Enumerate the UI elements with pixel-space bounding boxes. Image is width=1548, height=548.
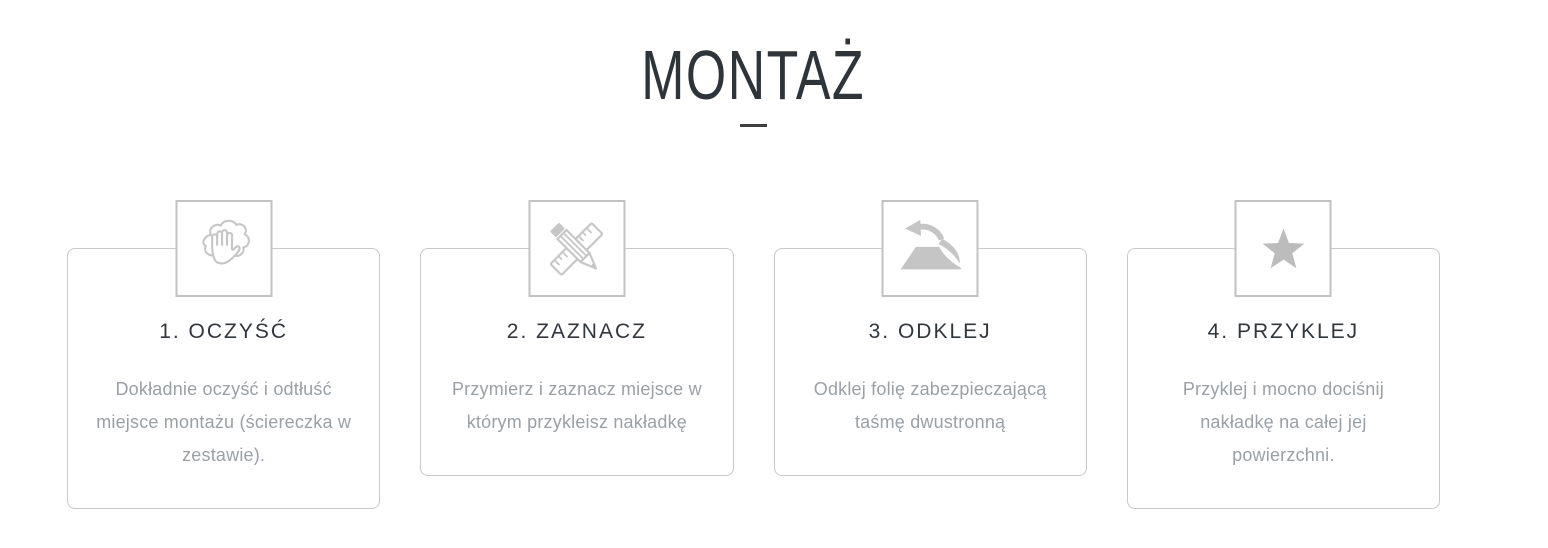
section-heading — [67, 38, 1440, 112]
hand-wipe-icon — [190, 215, 258, 283]
step-1-icon-box — [175, 200, 272, 297]
step-3-title: 3. ODKLEJ — [868, 320, 992, 343]
step-4-przyklej — [1127, 200, 1440, 509]
step-3-icon-box — [882, 200, 979, 297]
step-3-odklej — [774, 200, 1087, 476]
step-1-description: Dokładnie oczyść i odtłuść miejsce montażu (ściereczka w zestawie). — [96, 379, 352, 465]
section-heading-text: MONTAŻ — [641, 36, 866, 114]
heading-divider — [740, 124, 767, 127]
step-4-icon-box — [1235, 200, 1332, 297]
step-1-oczysc — [67, 200, 380, 509]
step-2-zaznacz — [420, 200, 733, 476]
steps-row — [67, 200, 1440, 509]
peel-sticker-icon — [895, 214, 965, 284]
step-1-title: 1. OCZYŚĆ — [159, 320, 289, 343]
step-3-description: Odklej folię zabezpieczającą taśmę dwustronną — [813, 379, 1047, 432]
ruler-pencil-icon — [543, 215, 611, 283]
star-icon — [1249, 215, 1317, 283]
step-2-description: Przymierz i zaznacz miejsce w którym przykleisz nakładkę — [451, 379, 702, 432]
step-2-icon-box — [528, 200, 625, 297]
step-2-title: 2. ZAZNACZ — [506, 320, 647, 343]
step-4-title: 4. PRZYKLEJ — [1207, 320, 1360, 343]
step-4-description: Przyklej i mocno dociśnij nakładkę na całej jej powierzchni. — [1182, 379, 1384, 465]
